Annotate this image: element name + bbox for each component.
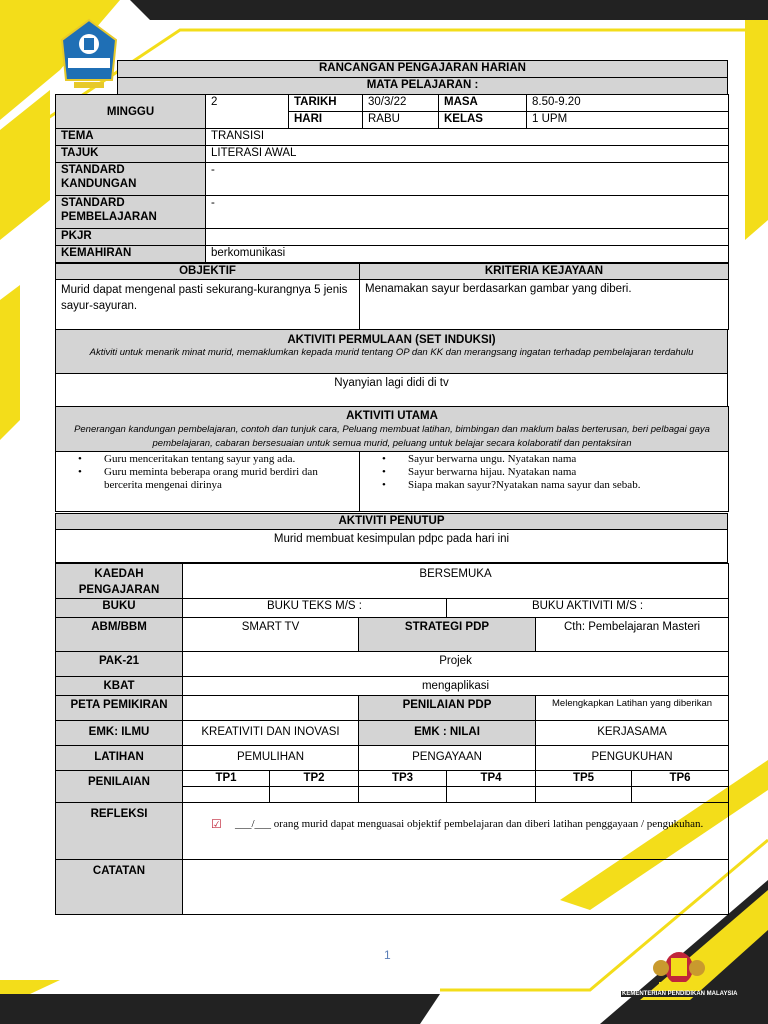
penilaian-pdp-value: Melengkapkan Latihan yang diberikan — [536, 696, 729, 721]
tp5-header: TP5 — [536, 771, 632, 787]
permulaan-content: Nyanyian lagi didi di tv — [56, 374, 728, 407]
strategi-label: STRATEGI PDP — [359, 618, 536, 652]
kemahiran-label: KEMAHIRAN — [56, 246, 206, 263]
abm-label: ABM/BBM — [56, 618, 183, 652]
kelas-label: KELAS — [439, 112, 527, 129]
tajuk-label: TAJUK — [56, 146, 206, 163]
standard-pembelajaran-value: - — [206, 196, 729, 229]
list-item: • Sayur berwarna ungu. Nyatakan nama — [360, 453, 728, 466]
info-table — [55, 94, 729, 263]
list-item: • Sayur berwarna hijau. Nyatakan nama — [360, 466, 728, 479]
objektif-text: Murid dapat mengenal pasti sekurang-kurangnya 5 jenis sayur-sayuran. — [56, 280, 360, 330]
catatan-value — [183, 860, 729, 915]
permulaan-table — [55, 329, 728, 407]
objektif-header: OBJEKTIF — [56, 264, 360, 280]
masa-value: 8.50-9.20 — [527, 95, 729, 112]
latihan-pengukuhan: PENGUKUHAN — [536, 746, 729, 771]
tema-label: TEMA — [56, 129, 206, 146]
kaedah-label: KAEDAH PENGAJARAN — [56, 564, 183, 599]
abm-value: SMART TV — [183, 618, 359, 652]
refleksi-text: ___/___ orang murid dapat menguasai objektif pembelajaran dan diberi latihan penggayaan / pengukuhan. — [235, 818, 704, 830]
emk-ilmu-label: EMK: ILMU — [56, 721, 183, 746]
tp6-cell — [632, 787, 729, 803]
latihan-label: LATIHAN — [56, 746, 183, 771]
tp6-header: TP6 — [632, 771, 729, 787]
tp1-cell — [183, 787, 270, 803]
refleksi-label: REFLEKSI — [56, 803, 183, 860]
document-title: RANCANGAN PENGAJARAN HARIAN — [118, 61, 728, 78]
penilaian-label: PENILAIAN — [56, 771, 183, 803]
utama-right-list — [360, 453, 728, 492]
tajuk-value: LITERASI AWAL — [206, 146, 729, 163]
list-item: • Guru menceritakan tentang sayur yang ada. — [56, 453, 359, 466]
kriteria-text: Menamakan sayur berdasarkan gambar yang diberi. — [360, 280, 729, 330]
permulaan-description: Aktiviti untuk menarik minat murid, memaklumkan kepada murid tentang OP dan KK dan merangsang ingatan terhadap pembelajaran terdahulu — [89, 347, 694, 358]
utama-description: Penerangan kandungan pembelajaran, contoh dan tunjuk cara, Peluang membuat latihan, bimbingan dan maklum balas berterusan, beri pelbagai gaya pembelajaran, cabaran bersesuaian untuk semua murid, peluang untuk belajar secara kolaboratif dan pentaksiran — [74, 424, 710, 449]
tp3-cell — [359, 787, 447, 803]
ministry-name: KEMENTERIAN PENDIDIKAN MALAYSIA — [622, 991, 738, 997]
latihan-pengayaan: PENGAYAAN — [359, 746, 536, 771]
utama-header: AKTIVITI UTAMA — [346, 410, 438, 422]
peta-pemikiran-label: PETA PEMIKIRAN — [56, 696, 183, 721]
peta-pemikiran-value — [183, 696, 359, 721]
pak21-value: Projek — [183, 652, 729, 677]
buku-teks: BUKU TEKS M/S : — [183, 599, 447, 618]
emk-nilai-value: KERJASAMA — [536, 721, 729, 746]
penutup-header: AKTIVITI PENUTUP — [56, 514, 728, 530]
catatan-label: CATATAN — [56, 860, 183, 915]
kriteria-header: KRITERIA KEJAYAAN — [360, 264, 729, 280]
tp2-header: TP2 — [270, 771, 359, 787]
emk-ilmu-value: KREATIVITI DAN INOVASI — [183, 721, 359, 746]
latihan-pemulihan: PEMULIHAN — [183, 746, 359, 771]
tp5-cell — [536, 787, 632, 803]
utama-left-list — [56, 453, 359, 492]
header-table — [117, 60, 728, 95]
tp4-header: TP4 — [447, 771, 536, 787]
tp1-header: TP1 — [183, 771, 270, 787]
kbat-label: KBAT — [56, 677, 183, 696]
hari-value: RABU — [363, 112, 439, 129]
minggu-label: MINGGU — [56, 95, 206, 129]
kelas-value: 1 UPM — [527, 112, 729, 129]
tema-value: TRANSISI — [206, 129, 729, 146]
kaedah-value: BERSEMUKA — [183, 564, 729, 599]
tarikh-value: 30/3/22 — [363, 95, 439, 112]
kemahiran-value: berkomunikasi — [206, 246, 729, 263]
permulaan-header: AKTIVITI PERMULAAN (SET INDUKSI) — [287, 334, 496, 346]
ministry-crest-icon — [651, 946, 707, 988]
tp2-cell — [270, 787, 359, 803]
penilaian-pdp-label: PENILAIAN PDP — [359, 696, 536, 721]
tp4-cell — [447, 787, 536, 803]
hari-label: HARI — [289, 112, 363, 129]
subject-label: MATA PELAJARAN : — [118, 78, 728, 95]
pkjr-label: PKJR — [56, 229, 206, 246]
list-item: • Siapa makan sayur?Nyatakan nama sayur dan sebab. — [360, 479, 728, 492]
standard-kandungan-label: STANDARD KANDUNGAN — [56, 163, 206, 196]
emk-nilai-label: EMK : NILAI — [359, 721, 536, 746]
checkbox-icon: ☑ — [211, 817, 222, 831]
standard-kandungan-value: - — [206, 163, 729, 196]
school-logo — [60, 18, 118, 90]
minggu-value: 2 — [206, 95, 289, 129]
masa-label: MASA — [439, 95, 527, 112]
standard-pembelajaran-label: STANDARD PEMBELAJARAN — [56, 196, 206, 229]
penutup-content: Murid membuat kesimpulan pdpc pada hari ini — [56, 530, 728, 563]
pkjr-value — [206, 229, 729, 246]
pak21-label: PAK-21 — [56, 652, 183, 677]
list-item: • Guru meminta beberapa orang murid berdiri dan bercerita mengenai dirinya — [56, 466, 359, 492]
kbat-value: mengaplikasi — [183, 677, 729, 696]
strategi-value: Cth: Pembelajaran Masteri — [536, 618, 729, 652]
objektif-table — [55, 263, 729, 330]
tarikh-label: TARIKH — [289, 95, 363, 112]
buku-label: BUKU — [56, 599, 183, 618]
utama-table — [55, 406, 729, 512]
page-number: 1 — [384, 948, 391, 962]
tp3-header: TP3 — [359, 771, 447, 787]
penutup-table — [55, 513, 728, 563]
bottom-table — [55, 563, 729, 915]
buku-aktiviti: BUKU AKTIVITI M/S : — [447, 599, 729, 618]
